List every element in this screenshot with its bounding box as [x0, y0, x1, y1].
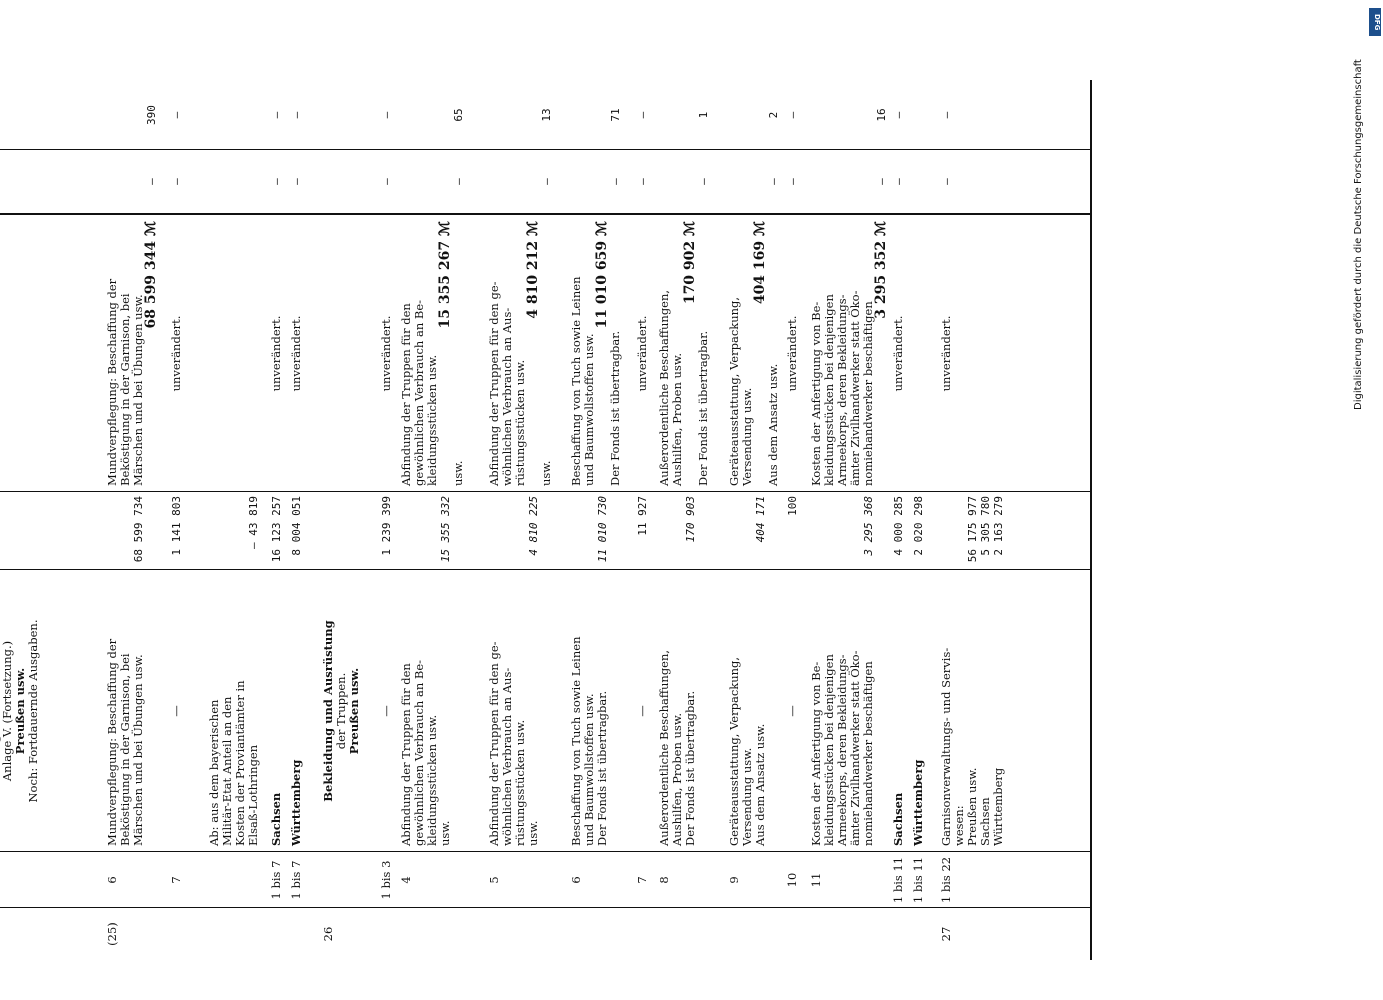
rule-col-kap: [0, 907, 1090, 908]
row-beschluss-line: Beköstigung in der Garnison, bei: [118, 293, 132, 486]
rule-col-betrag: [0, 491, 1090, 492]
row-vorlage-line: Aushilfen, Proben usw.: [670, 713, 684, 846]
row-beschluss-line: Der Fonds ist übertragbar.: [696, 330, 710, 486]
row-beschluss-line: wöhnlichen Verbrauch an Aus-: [500, 307, 514, 486]
row-vorlage-line: Armeekorps, deren Bekleidungs-: [835, 654, 849, 846]
row-beschluss-line: Abfindung der Truppen für den ge-: [487, 281, 501, 486]
row-titel: 5: [487, 876, 501, 884]
row-mehr: —: [767, 178, 780, 185]
row-vorlage-line: —: [169, 705, 183, 717]
row-weniger: —: [270, 111, 283, 119]
row-betrag: 170 903: [684, 496, 697, 543]
row-mehr: —: [145, 178, 158, 185]
row-beschluss-line: unverändert.: [891, 315, 905, 392]
row-mehr: —: [452, 178, 465, 185]
row-vorlage-line: Kosten der Proviantämter in: [233, 680, 247, 846]
row-weniger: 16: [875, 108, 888, 122]
row-weniger: 2: [767, 111, 780, 119]
row-betrag: 16 123 257: [270, 496, 283, 563]
row-betrag: 11 927: [636, 496, 649, 536]
row-vorlage-line: und Baumwollstoffen usw.: [582, 693, 596, 846]
row-titel: 10: [785, 872, 799, 888]
rule-col-titel: [0, 851, 1090, 852]
row-vorlage-line: —: [785, 705, 799, 717]
row-betrag: 2 163 279: [992, 496, 1005, 556]
row-mehr: —: [170, 178, 183, 185]
row-betrag: 68 599 734: [132, 496, 145, 563]
row-vorlage-line: Abfindung der Truppen für den: [399, 663, 413, 846]
row-betrag: 56 175 977: [966, 496, 979, 563]
row-weniger: —: [940, 111, 953, 119]
row-vorlage-line: rüstungsstücken usw.: [513, 719, 527, 846]
row-vorlage-line: wöhnlichen Verbrauch an Aus-: [500, 667, 514, 846]
row-beschluss-line: Geräteausstattung, Verpackung,: [727, 296, 741, 486]
row-betrag: 5 305 780: [979, 496, 992, 556]
row-titel: 1 bis 11: [891, 856, 905, 904]
row-vorlage-line: Elsaß-Lothringen: [246, 744, 260, 846]
row-mehr: —: [875, 178, 888, 185]
row-mehr: —: [636, 178, 649, 185]
row-beschluss-line: Versendung usw.: [740, 387, 754, 486]
row-vorlage-line: Abfindung der Truppen für den ge-: [487, 641, 501, 846]
row-titel: 1 bis 3: [379, 860, 393, 900]
row-titel: 7: [635, 876, 649, 884]
row-beschluss-line: Aus dem Ansatz usw.: [766, 363, 780, 486]
row-vorlage-line: Württemberg: [991, 767, 1005, 846]
rule-bottom: [1090, 80, 1092, 960]
row-beschluss-amount: 404 169 ℳ: [752, 221, 768, 305]
row-beschluss-line: unverändert.: [169, 315, 183, 392]
row-mehr: —: [290, 178, 303, 185]
rotated-sheet: [0, 70, 1120, 970]
funding-note-text: Digitalisierung gefördert durch die Deutsche Forschungsgemeinschaft: [1353, 59, 1364, 410]
row-vorlage-line: Beschaffung von Tuch sowie Leinen: [569, 636, 583, 846]
row-vorlage-line: Garnisonverwaltungs- und Servis-: [939, 647, 953, 846]
row-beschluss-line: Abfindung der Truppen für den: [399, 303, 413, 486]
row-beschluss-line: Mundverpflegung: Beschaffung der: [105, 278, 119, 486]
row-beschluss-line: Der Fonds ist übertragbar.: [608, 330, 622, 486]
row-vorlage-line: usw.: [438, 820, 452, 846]
row-beschluss-amount: 11 010 659 ℳ: [594, 221, 610, 329]
row-beschluss-line: Aushilfen, Proben usw.: [670, 353, 684, 486]
row-titel: 6: [569, 876, 583, 884]
row-beschluss-line: usw.: [539, 460, 553, 486]
row-kap: (25): [105, 922, 119, 946]
row-vorlage-line: Der Fonds ist übertragbar.: [683, 690, 697, 846]
row-betrag: 8 004 051: [290, 496, 303, 556]
row-betrag: — 43 819: [247, 496, 260, 549]
row-beschluss-line: und Baumwollstoffen usw.: [582, 333, 596, 486]
row-weniger: 390: [145, 105, 158, 125]
row-beschluss-line: rüstungsstücken usw.: [513, 359, 527, 486]
row-titel: 1 bis 7: [269, 860, 283, 900]
row-vorlage-line: —: [379, 705, 393, 717]
row-vorlage-line: Märschen und bei Übungen usw.: [131, 654, 145, 846]
row-mehr: —: [540, 178, 553, 185]
row-beschluss-line: gewöhnlichen Verbrauch an Be-: [412, 299, 426, 486]
row-beschluss-amount: 68 599 344 ℳ: [143, 221, 159, 329]
row-titel: 1 bis 11: [911, 856, 925, 904]
row-beschluss-line: unverändert.: [939, 315, 953, 392]
row-beschluss-line: usw.: [451, 460, 465, 486]
row-vorlage-line: kleidungsstücken usw.: [425, 714, 439, 846]
row-beschluss-line: unverändert.: [785, 315, 799, 392]
row-beschluss-line: kleidungsstücken bei denjenigen: [822, 294, 836, 486]
row-vorlage-line: Preußen usw.: [13, 667, 27, 755]
row-beschluss-line: nomiehandwerker beschäftigen: [861, 301, 875, 486]
row-beschluss-amount: 3 295 352 ℳ: [873, 221, 889, 319]
row-betrag: 4 000 285: [892, 496, 905, 556]
row-titel: 8: [657, 876, 671, 884]
row-vorlage-line: Außerordentliche Beschaffungen,: [657, 649, 671, 846]
row-weniger: 65: [452, 108, 465, 122]
row-vorlage-line: nomiehandwerker beschäftigen: [861, 661, 875, 846]
row-titel: 1 bis 7: [289, 860, 303, 900]
row-weniger: 71: [609, 108, 622, 122]
row-weniger: —: [636, 111, 649, 119]
row-vorlage-line: ämter Zivilhandwerker statt Öko-: [848, 650, 862, 846]
row-mehr: —: [892, 178, 905, 185]
row-weniger: —: [290, 111, 303, 119]
row-weniger: 13: [540, 108, 553, 122]
row-vorlage-line: Militär-Etat Anteil an den: [220, 696, 234, 846]
row-beschluss-line: unverändert.: [289, 315, 303, 392]
row-mehr: —: [786, 178, 799, 185]
row-vorlage-line: Sachsen: [978, 797, 992, 846]
row-vorlage-line: Beköstigung in der Garnison, bei: [118, 653, 132, 846]
row-titel: 9: [727, 876, 741, 884]
row-vorlage-line: Preußen usw.: [347, 667, 361, 755]
row-vorlage-line: —: [635, 705, 649, 717]
row-betrag: 1 141 803: [170, 496, 183, 556]
row-vorlage-line: Württemberg: [289, 759, 303, 846]
row-vorlage-line: Noch: Fortdauernde Ausgaben.: [26, 619, 40, 803]
row-beschluss-line: Beschaffung von Tuch sowie Leinen: [569, 276, 583, 486]
row-vorlage-line: Aus dem Ansatz usw.: [753, 723, 767, 846]
row-titel: 11: [809, 872, 823, 888]
row-betrag: 404 171: [754, 496, 767, 543]
row-beschluss-line: unverändert.: [269, 315, 283, 392]
row-vorlage-line: usw.: [526, 820, 540, 846]
row-beschluss-line: unverändert.: [379, 315, 393, 392]
row-vorlage-line: Preußen usw.: [965, 767, 979, 846]
row-vorlage-line: Sachsen: [269, 792, 283, 846]
row-vorlage-line: Versendung usw.: [740, 747, 754, 846]
row-mehr: —: [609, 178, 622, 185]
row-vorlage-line: Der Fonds ist übertragbar.: [595, 690, 609, 846]
row-beschluss-amount: 170 902 ℳ: [682, 221, 698, 305]
row-vorlage-line: Bekleidung und Ausrüstung: [321, 620, 335, 802]
row-beschluss-line: kleidungsstücken usw.: [425, 354, 439, 486]
row-betrag: 2 020 298: [912, 496, 925, 556]
row-kap: 26: [321, 926, 335, 942]
row-betrag: 15 355 332: [439, 496, 452, 563]
row-vorlage-line: Anlage V. (Fortsetzung.): [0, 640, 14, 782]
row-beschluss-line: ämter Zivilhandwerker statt Öko-: [848, 290, 862, 486]
row-beschluss-line: Armeekorps, deren Bekleidungs-: [835, 294, 849, 486]
row-vorlage-line: gewöhnlichen Verbrauch an Be-: [412, 659, 426, 846]
row-mehr: —: [697, 178, 710, 185]
row-weniger: —: [786, 111, 799, 119]
row-mehr: —: [940, 178, 953, 185]
row-vorlage-line: Geräteausstattung, Verpackung,: [727, 656, 741, 846]
row-beschluss-line: unverändert.: [635, 315, 649, 392]
row-mehr: —: [380, 178, 393, 185]
row-mehr: —: [270, 178, 283, 185]
row-weniger: —: [380, 111, 393, 119]
row-beschluss-amount: 4 810 212 ℳ: [525, 221, 541, 319]
row-titel: 6: [105, 876, 119, 884]
row-beschluss-amount: 15 355 267 ℳ: [437, 221, 453, 329]
row-vorlage-line: kleidungsstücken bei denjenigen: [822, 654, 836, 846]
row-kap: 27: [939, 926, 953, 942]
row-betrag: 1 239 399: [380, 496, 393, 556]
rule-col-vorlage: [0, 569, 1090, 570]
row-vorlage-line: wesen:: [952, 805, 966, 846]
row-vorlage-line: Ab: aus dem bayerischen: [207, 699, 221, 846]
row-betrag: 3 295 368: [862, 496, 875, 556]
row-weniger: —: [170, 111, 183, 119]
row-beschluss-line: Märschen und bei Übungen usw.: [131, 294, 145, 486]
row-weniger: —: [892, 111, 905, 119]
row-betrag: 4 810 225: [527, 496, 540, 556]
row-beschluss-line: Kosten der Anfertigung von Be-: [809, 301, 823, 486]
dfg-logo: DFG: [1369, 8, 1381, 36]
row-titel: 7: [169, 876, 183, 884]
funding-note: [1353, 20, 1375, 410]
row-vorlage-line: Kosten der Anfertigung von Be-: [809, 661, 823, 846]
rule-col-beschluss: [0, 213, 1090, 215]
row-vorlage-line: Mundverpflegung: Beschaffung der: [105, 638, 119, 846]
row-titel: 4: [399, 876, 413, 884]
row-weniger: 1: [697, 111, 710, 119]
row-betrag: 100: [786, 496, 799, 516]
row-beschluss-line: Außerordentliche Beschaffungen,: [657, 289, 671, 486]
row-vorlage-line: Sachsen: [891, 792, 905, 846]
row-vorlage-line: Württemberg: [911, 759, 925, 846]
row-betrag: 11 010 730: [596, 496, 609, 563]
row-vorlage-line: der Truppen.: [334, 672, 348, 750]
row-titel: 1 bis 22: [939, 856, 953, 904]
